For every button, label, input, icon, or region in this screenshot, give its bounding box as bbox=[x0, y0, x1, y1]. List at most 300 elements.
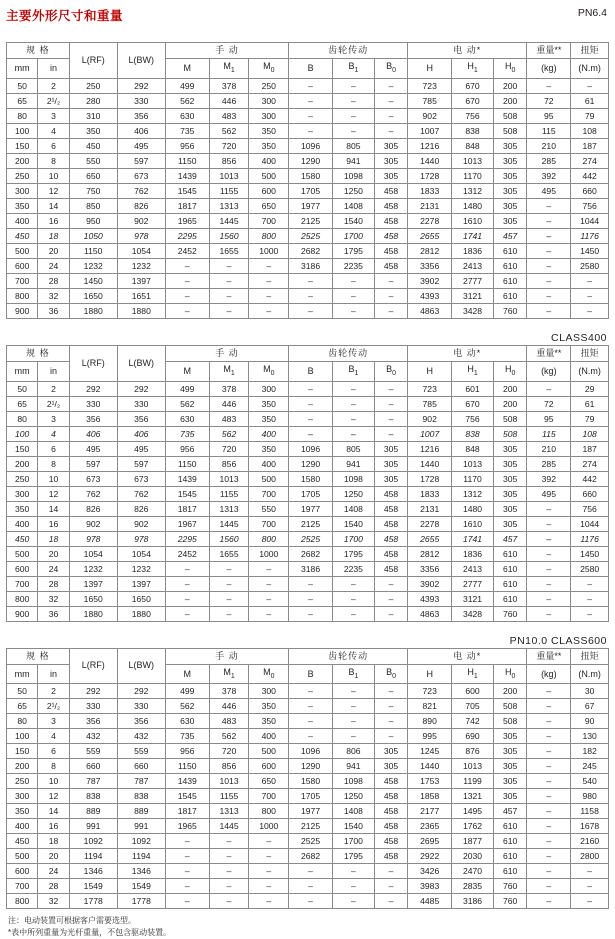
cell-b: 1290 bbox=[289, 153, 333, 168]
cell-b1: – bbox=[333, 411, 375, 426]
cell-lbw: 1549 bbox=[117, 879, 165, 894]
cell-h: 1728 bbox=[408, 471, 452, 486]
cell-h1: 1610 bbox=[452, 516, 494, 531]
cell-t: 2580 bbox=[571, 561, 609, 576]
cell-h1: 3186 bbox=[452, 894, 494, 909]
cell-m0: 550 bbox=[249, 501, 289, 516]
cell-lbw: 597 bbox=[117, 456, 165, 471]
cell-in: 20 bbox=[38, 849, 69, 864]
cell-lrf: 950 bbox=[69, 213, 117, 228]
cell-w: – bbox=[527, 834, 571, 849]
cell-b0: 305 bbox=[374, 168, 407, 183]
cell-b: 2525 bbox=[289, 531, 333, 546]
cell-b0: – bbox=[374, 879, 407, 894]
cell-h1: 1836 bbox=[452, 546, 494, 561]
cell-mm: 65 bbox=[7, 396, 38, 411]
cell-m0: – bbox=[249, 849, 289, 864]
table-row bbox=[7, 849, 609, 864]
table-row bbox=[7, 699, 609, 714]
col-header-m: M bbox=[165, 664, 209, 684]
cell-mm: 600 bbox=[7, 864, 38, 879]
cell-in: 2¹/₂ bbox=[38, 93, 69, 108]
cell-m: – bbox=[165, 834, 209, 849]
cell-m0: – bbox=[249, 258, 289, 273]
cell-b1: – bbox=[333, 606, 375, 621]
cell-m1: – bbox=[209, 303, 249, 318]
cell-w: – bbox=[527, 864, 571, 879]
cell-m1: 562 bbox=[209, 729, 249, 744]
cell-lrf: 1232 bbox=[69, 561, 117, 576]
cell-b0: 458 bbox=[374, 789, 407, 804]
cell-h: 3356 bbox=[408, 258, 452, 273]
col-header-h: H bbox=[408, 664, 452, 684]
col-header-electric-group: 电 动* bbox=[408, 648, 527, 664]
cell-h1: 876 bbox=[452, 744, 494, 759]
cell-mm: 700 bbox=[7, 879, 38, 894]
cell-b1: 941 bbox=[333, 153, 375, 168]
cell-lbw: 838 bbox=[117, 789, 165, 804]
cell-h1: 600 bbox=[452, 684, 494, 699]
cell-t: 756 bbox=[571, 198, 609, 213]
cell-b0: 305 bbox=[374, 759, 407, 774]
col-header-b: B bbox=[289, 361, 333, 381]
cell-b0: 305 bbox=[374, 471, 407, 486]
col-header-weight-group: 重量** bbox=[527, 345, 571, 361]
cell-mm: 100 bbox=[7, 123, 38, 138]
cell-lrf: 1549 bbox=[69, 879, 117, 894]
cell-mm: 600 bbox=[7, 561, 38, 576]
cell-b: – bbox=[289, 426, 333, 441]
col-header-m: M bbox=[165, 59, 209, 79]
cell-b: 2525 bbox=[289, 834, 333, 849]
cell-h: 2177 bbox=[408, 804, 452, 819]
cell-w: – bbox=[527, 516, 571, 531]
cell-lbw: 406 bbox=[117, 426, 165, 441]
cell-t: 2580 bbox=[571, 258, 609, 273]
cell-w: – bbox=[527, 243, 571, 258]
cell-b0: – bbox=[374, 729, 407, 744]
cell-h0: 610 bbox=[493, 819, 526, 834]
cell-lbw: 597 bbox=[117, 153, 165, 168]
cell-m0: 500 bbox=[249, 471, 289, 486]
cell-h1: 1610 bbox=[452, 213, 494, 228]
col-header-b0: $B_0$ bbox=[374, 59, 407, 79]
cell-b0: – bbox=[374, 273, 407, 288]
cell-lrf: 597 bbox=[69, 456, 117, 471]
cell-m1: 1655 bbox=[209, 243, 249, 258]
cell-m0: 350 bbox=[249, 699, 289, 714]
cell-mm: 80 bbox=[7, 411, 38, 426]
cell-in: 12 bbox=[38, 789, 69, 804]
cell-b1: 1250 bbox=[333, 789, 375, 804]
cell-b1: 1540 bbox=[333, 213, 375, 228]
col-header-h: H bbox=[408, 361, 452, 381]
cell-m1: 1655 bbox=[209, 546, 249, 561]
cell-h1: 1013 bbox=[452, 153, 494, 168]
cell-mm: 400 bbox=[7, 516, 38, 531]
cell-m: 1150 bbox=[165, 759, 209, 774]
cell-m: 735 bbox=[165, 729, 209, 744]
cell-h1: 1199 bbox=[452, 774, 494, 789]
cell-b0: 305 bbox=[374, 456, 407, 471]
table-row bbox=[7, 213, 609, 228]
cell-b1: – bbox=[333, 123, 375, 138]
col-header-lrf: L(RF) bbox=[69, 43, 117, 79]
cell-mm: 80 bbox=[7, 108, 38, 123]
cell-b0: – bbox=[374, 108, 407, 123]
cell-w: 210 bbox=[527, 441, 571, 456]
cell-lbw: 660 bbox=[117, 759, 165, 774]
cell-h1: 2835 bbox=[452, 879, 494, 894]
cell-t: 61 bbox=[571, 396, 609, 411]
cell-in: 24 bbox=[38, 561, 69, 576]
cell-lbw: 356 bbox=[117, 108, 165, 123]
table-row bbox=[7, 78, 609, 93]
cell-lbw: 1232 bbox=[117, 258, 165, 273]
cell-b1: 806 bbox=[333, 744, 375, 759]
cell-in: 8 bbox=[38, 153, 69, 168]
cell-h: 902 bbox=[408, 108, 452, 123]
cell-m1: 562 bbox=[209, 426, 249, 441]
cell-b: 1096 bbox=[289, 138, 333, 153]
cell-m1: 1445 bbox=[209, 819, 249, 834]
cell-b1: 2235 bbox=[333, 258, 375, 273]
cell-h: 2278 bbox=[408, 213, 452, 228]
table-row bbox=[7, 894, 609, 909]
cell-m0: – bbox=[249, 303, 289, 318]
cell-h1: 2413 bbox=[452, 561, 494, 576]
cell-h: 1833 bbox=[408, 486, 452, 501]
cell-w: 115 bbox=[527, 426, 571, 441]
table-caption-class400: CLASS400 bbox=[551, 331, 607, 344]
cell-m: – bbox=[165, 288, 209, 303]
spec-table-class400 bbox=[6, 345, 609, 622]
col-header-lbw: L(BW) bbox=[117, 345, 165, 381]
cell-b: – bbox=[289, 699, 333, 714]
cell-b1: 2235 bbox=[333, 561, 375, 576]
cell-h1: 848 bbox=[452, 138, 494, 153]
cell-h0: 305 bbox=[493, 789, 526, 804]
cell-lrf: 280 bbox=[69, 93, 117, 108]
cell-lrf: 250 bbox=[69, 78, 117, 93]
cell-m: 2295 bbox=[165, 228, 209, 243]
cell-t: 67 bbox=[571, 699, 609, 714]
cell-h: 4485 bbox=[408, 894, 452, 909]
cell-h: 1440 bbox=[408, 456, 452, 471]
table-gap bbox=[0, 622, 615, 634]
cell-m0: – bbox=[249, 606, 289, 621]
cell-lrf: 1650 bbox=[69, 288, 117, 303]
col-header-mm: mm bbox=[7, 664, 38, 684]
cell-m: – bbox=[165, 576, 209, 591]
cell-lrf: 750 bbox=[69, 183, 117, 198]
cell-w: – bbox=[527, 744, 571, 759]
cell-m1: – bbox=[209, 864, 249, 879]
col-header-h0: $H_0$ bbox=[493, 361, 526, 381]
cell-w: 285 bbox=[527, 456, 571, 471]
cell-mm: 800 bbox=[7, 288, 38, 303]
cell-b: 2682 bbox=[289, 546, 333, 561]
cell-lrf: 991 bbox=[69, 819, 117, 834]
cell-h: 1440 bbox=[408, 759, 452, 774]
cell-lbw: 330 bbox=[117, 93, 165, 108]
table-gap bbox=[0, 319, 615, 331]
cell-h0: 610 bbox=[493, 288, 526, 303]
cell-lrf: 1194 bbox=[69, 849, 117, 864]
cell-h1: 2470 bbox=[452, 864, 494, 879]
cell-t: 980 bbox=[571, 789, 609, 804]
table-row bbox=[7, 426, 609, 441]
cell-m0: – bbox=[249, 879, 289, 894]
cell-b1: 941 bbox=[333, 759, 375, 774]
cell-mm: 200 bbox=[7, 153, 38, 168]
cell-m1: 1155 bbox=[209, 183, 249, 198]
cell-w: – bbox=[527, 819, 571, 834]
col-header-h: H bbox=[408, 59, 452, 79]
cell-m1: – bbox=[209, 849, 249, 864]
cell-m0: 1000 bbox=[249, 243, 289, 258]
cell-t: 274 bbox=[571, 456, 609, 471]
cell-mm: 65 bbox=[7, 699, 38, 714]
cell-b0: 458 bbox=[374, 531, 407, 546]
cell-h1: 1013 bbox=[452, 759, 494, 774]
cell-h: 4393 bbox=[408, 591, 452, 606]
cell-b0: – bbox=[374, 396, 407, 411]
cell-lbw: 1346 bbox=[117, 864, 165, 879]
cell-m: 956 bbox=[165, 744, 209, 759]
col-header-m1: $M_1$ bbox=[209, 361, 249, 381]
cell-m: 1817 bbox=[165, 198, 209, 213]
cell-m: – bbox=[165, 894, 209, 909]
cell-m1: 856 bbox=[209, 456, 249, 471]
cell-m1: – bbox=[209, 576, 249, 591]
cell-m0: 700 bbox=[249, 516, 289, 531]
col-header-m0: $M_0$ bbox=[249, 664, 289, 684]
cell-in: 36 bbox=[38, 303, 69, 318]
table-caption-pn100class600: PN10.0 CLASS600 bbox=[509, 634, 607, 647]
cell-h0: 760 bbox=[493, 303, 526, 318]
cell-m1: 446 bbox=[209, 699, 249, 714]
cell-lbw: 826 bbox=[117, 501, 165, 516]
cell-h: 1216 bbox=[408, 441, 452, 456]
cell-b0: 458 bbox=[374, 243, 407, 258]
cell-mm: 50 bbox=[7, 381, 38, 396]
cell-w: – bbox=[527, 576, 571, 591]
cell-in: 16 bbox=[38, 213, 69, 228]
cell-b1: 1540 bbox=[333, 516, 375, 531]
cell-h0: 508 bbox=[493, 411, 526, 426]
cell-lbw: 559 bbox=[117, 744, 165, 759]
cell-h: 1753 bbox=[408, 774, 452, 789]
cell-mm: 200 bbox=[7, 759, 38, 774]
col-header-b0: $B_0$ bbox=[374, 361, 407, 381]
cell-w: 392 bbox=[527, 471, 571, 486]
cell-h0: 305 bbox=[493, 168, 526, 183]
table-row bbox=[7, 273, 609, 288]
cell-h: 3356 bbox=[408, 561, 452, 576]
cell-m: – bbox=[165, 273, 209, 288]
cell-h1: 756 bbox=[452, 108, 494, 123]
cell-in: 24 bbox=[38, 864, 69, 879]
cell-w: 95 bbox=[527, 411, 571, 426]
cell-b1: – bbox=[333, 684, 375, 699]
cell-m1: 378 bbox=[209, 78, 249, 93]
cell-b: 1977 bbox=[289, 804, 333, 819]
cell-h: 2695 bbox=[408, 834, 452, 849]
cell-h0: 305 bbox=[493, 153, 526, 168]
cell-b1: 1700 bbox=[333, 228, 375, 243]
col-header-torque-group: 扭矩 bbox=[571, 345, 609, 361]
table-row bbox=[7, 381, 609, 396]
cell-b1: 805 bbox=[333, 138, 375, 153]
cell-lbw: 1397 bbox=[117, 273, 165, 288]
cell-m: 630 bbox=[165, 108, 209, 123]
cell-m1: – bbox=[209, 561, 249, 576]
col-header-torque-group: 扭矩 bbox=[571, 648, 609, 664]
cell-h0: 508 bbox=[493, 108, 526, 123]
col-header-h1: $H_1$ bbox=[452, 361, 494, 381]
cell-m: 735 bbox=[165, 123, 209, 138]
cell-m1: 483 bbox=[209, 411, 249, 426]
table-row bbox=[7, 138, 609, 153]
cell-b1: 941 bbox=[333, 456, 375, 471]
cell-h0: 610 bbox=[493, 834, 526, 849]
cell-w: – bbox=[527, 303, 571, 318]
cell-h1: 3428 bbox=[452, 606, 494, 621]
cell-t: 540 bbox=[571, 774, 609, 789]
cell-h: 1833 bbox=[408, 183, 452, 198]
cell-h1: 690 bbox=[452, 729, 494, 744]
cell-b0: 458 bbox=[374, 516, 407, 531]
cell-b0: – bbox=[374, 288, 407, 303]
cell-m0: 500 bbox=[249, 744, 289, 759]
cell-h0: 508 bbox=[493, 714, 526, 729]
cell-h1: 1495 bbox=[452, 804, 494, 819]
cell-t: – bbox=[571, 288, 609, 303]
cell-t: – bbox=[571, 606, 609, 621]
col-header-torque-group: 扭矩 bbox=[571, 43, 609, 59]
cell-b: 2682 bbox=[289, 849, 333, 864]
cell-h0: 610 bbox=[493, 576, 526, 591]
cell-lbw: 406 bbox=[117, 123, 165, 138]
col-header-size-group: 规 格 bbox=[7, 648, 70, 664]
cell-mm: 300 bbox=[7, 183, 38, 198]
cell-lbw: 292 bbox=[117, 78, 165, 93]
cell-lrf: 650 bbox=[69, 168, 117, 183]
cell-lrf: 826 bbox=[69, 501, 117, 516]
cell-b: – bbox=[289, 684, 333, 699]
cell-lrf: 432 bbox=[69, 729, 117, 744]
cell-b: – bbox=[289, 576, 333, 591]
cell-b: – bbox=[289, 273, 333, 288]
col-header-h1: $H_1$ bbox=[452, 59, 494, 79]
cell-t: 756 bbox=[571, 501, 609, 516]
cell-t: 79 bbox=[571, 108, 609, 123]
cell-b0: 458 bbox=[374, 198, 407, 213]
cell-h0: 760 bbox=[493, 879, 526, 894]
cell-m0: – bbox=[249, 591, 289, 606]
cell-b0: – bbox=[374, 684, 407, 699]
cell-in: 8 bbox=[38, 456, 69, 471]
cell-m: 630 bbox=[165, 714, 209, 729]
cell-lrf: 495 bbox=[69, 441, 117, 456]
cell-lrf: 330 bbox=[69, 699, 117, 714]
cell-b: 1580 bbox=[289, 168, 333, 183]
cell-h0: 305 bbox=[493, 774, 526, 789]
cell-w: 115 bbox=[527, 123, 571, 138]
cell-lbw: 1054 bbox=[117, 546, 165, 561]
cell-m0: 1000 bbox=[249, 819, 289, 834]
cell-lrf: 902 bbox=[69, 516, 117, 531]
cell-b1: 1250 bbox=[333, 183, 375, 198]
cell-b0: 458 bbox=[374, 774, 407, 789]
cell-m1: – bbox=[209, 591, 249, 606]
col-header-m: M bbox=[165, 361, 209, 381]
cell-t: 182 bbox=[571, 744, 609, 759]
table-row bbox=[7, 168, 609, 183]
cell-t: 30 bbox=[571, 684, 609, 699]
table-row bbox=[7, 396, 609, 411]
cell-b0: – bbox=[374, 894, 407, 909]
note-line-2: *表中所列重量为光杆重量，不包含驱动装置。 bbox=[8, 928, 172, 938]
cell-m1: – bbox=[209, 606, 249, 621]
cell-m1: 483 bbox=[209, 108, 249, 123]
cell-in: 20 bbox=[38, 243, 69, 258]
cell-b0: 305 bbox=[374, 441, 407, 456]
cell-m0: 500 bbox=[249, 168, 289, 183]
cell-lbw: 1651 bbox=[117, 288, 165, 303]
col-header-size-group: 规 格 bbox=[7, 43, 70, 59]
cell-in: 28 bbox=[38, 273, 69, 288]
cell-b: – bbox=[289, 108, 333, 123]
cell-lrf: 1232 bbox=[69, 258, 117, 273]
col-header-lrf: L(RF) bbox=[69, 345, 117, 381]
cell-in: 10 bbox=[38, 471, 69, 486]
cell-w: – bbox=[527, 213, 571, 228]
cell-h0: 508 bbox=[493, 426, 526, 441]
table-row bbox=[7, 804, 609, 819]
table-row bbox=[7, 864, 609, 879]
cell-h1: 670 bbox=[452, 78, 494, 93]
cell-m1: – bbox=[209, 834, 249, 849]
cell-h: 2655 bbox=[408, 228, 452, 243]
cell-b0: 458 bbox=[374, 819, 407, 834]
cell-lrf: 838 bbox=[69, 789, 117, 804]
cell-mm: 65 bbox=[7, 93, 38, 108]
cell-in: 14 bbox=[38, 804, 69, 819]
cell-lrf: 559 bbox=[69, 744, 117, 759]
cell-in: 6 bbox=[38, 138, 69, 153]
cell-lbw: 1880 bbox=[117, 303, 165, 318]
cell-h: 890 bbox=[408, 714, 452, 729]
col-header-lrf: L(RF) bbox=[69, 648, 117, 684]
cell-b0: – bbox=[374, 714, 407, 729]
cell-in: 14 bbox=[38, 198, 69, 213]
cell-h1: 1480 bbox=[452, 501, 494, 516]
cell-h1: 742 bbox=[452, 714, 494, 729]
cell-in: 4 bbox=[38, 426, 69, 441]
cell-b1: – bbox=[333, 576, 375, 591]
cell-m: 1439 bbox=[165, 774, 209, 789]
cell-t: 90 bbox=[571, 714, 609, 729]
cell-m0: – bbox=[249, 894, 289, 909]
table-row bbox=[7, 411, 609, 426]
table-row bbox=[7, 744, 609, 759]
cell-lbw: 762 bbox=[117, 486, 165, 501]
cell-h1: 601 bbox=[452, 381, 494, 396]
cell-b: 1290 bbox=[289, 759, 333, 774]
cell-h0: 305 bbox=[493, 729, 526, 744]
